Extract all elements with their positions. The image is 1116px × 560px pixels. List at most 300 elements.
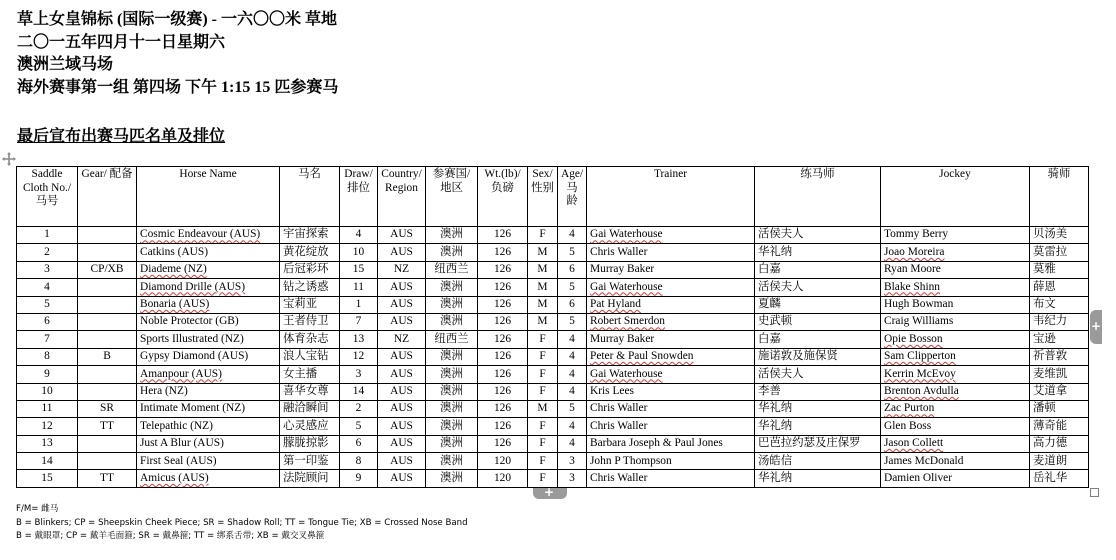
- sex-cell: [528, 279, 558, 296]
- weight: 126: [493, 315, 512, 328]
- horse-name-cell: [137, 418, 280, 435]
- saddle-cloth-no: 13: [41, 437, 53, 450]
- sex-cell: [528, 418, 558, 435]
- country-cell: [378, 261, 426, 278]
- horse-name-cn-cell: [280, 435, 340, 452]
- trainer: Chris Waller: [590, 245, 648, 258]
- saddle-cloth-no-cell: [17, 313, 78, 330]
- jockey-cn-cell: [1030, 383, 1089, 400]
- country: AUS: [390, 245, 413, 258]
- trainer-cell: [587, 383, 755, 400]
- sex: M: [537, 280, 548, 293]
- move-handle-icon[interactable]: [2, 152, 16, 166]
- saddle-cloth-no-cell: [17, 400, 78, 417]
- draw-cell: [340, 418, 378, 435]
- jockey-cn: 布文: [1033, 298, 1056, 310]
- horse-name-cell: [137, 313, 280, 330]
- draw-cell: [340, 296, 378, 313]
- jockey-cn: 麦维凯: [1033, 367, 1068, 380]
- jockey-cn-cell: [1030, 279, 1089, 296]
- horse-name-cn-cell: [280, 313, 340, 330]
- gear-cell: [78, 244, 137, 261]
- trainer-cn-cell: [755, 366, 881, 383]
- trainer-cell: [587, 470, 755, 487]
- horse-name-cn: 后冠彩环: [283, 263, 329, 276]
- jockey-cn-cell: [1030, 470, 1089, 487]
- country-cn-cell: [426, 244, 478, 261]
- jockey-cn: 麦道朗: [1033, 454, 1068, 467]
- horse-name-cell: [137, 296, 280, 313]
- gear-cell: [78, 453, 137, 470]
- country-cn: 纽西兰: [434, 332, 469, 345]
- col-age: Age/ 马龄: [558, 167, 587, 227]
- trainer-cell: [587, 244, 755, 261]
- draw: 2: [355, 402, 362, 415]
- jockey-cell: [881, 244, 1030, 261]
- jockey: Zac Purton: [884, 402, 935, 415]
- age: 6: [569, 263, 575, 276]
- jockey: Opie Bosson: [884, 332, 943, 345]
- horse-name-cn-cell: [280, 418, 340, 435]
- col-country-cn: 参赛国/ 地区: [426, 167, 478, 227]
- trainer-cn: 华礼纳: [758, 402, 793, 415]
- trainer-cn-cell: [755, 418, 881, 435]
- country: AUS: [390, 228, 413, 241]
- draw: 9: [355, 471, 362, 484]
- saddle-cloth-no: 11: [41, 402, 53, 415]
- trainer-cn: 施诺敦及施保贤: [758, 350, 838, 363]
- saddle-cloth-no-cell: [17, 435, 78, 452]
- sex: F: [539, 419, 546, 432]
- race-info: 海外赛事第一组 第四场 下午 1:15 15 匹参赛马: [17, 78, 339, 96]
- resize-grip-icon[interactable]: [1090, 488, 1099, 497]
- weight-cell: [478, 227, 528, 244]
- saddle-cloth-no-cell: [17, 244, 78, 261]
- trainer-cn-cell: [755, 348, 881, 365]
- saddle-cloth-no: 2: [44, 245, 50, 258]
- gear-cell: [78, 296, 137, 313]
- country-cn-cell: [426, 331, 478, 348]
- trainer-cn: 汤皓信: [758, 454, 793, 467]
- horse-name-cell: [137, 453, 280, 470]
- trainer-cn-cell: [755, 279, 881, 296]
- horse-name: Intimate Moment (NZ): [140, 402, 246, 415]
- country: AUS: [390, 298, 413, 310]
- country-cn: 澳洲: [440, 454, 463, 467]
- draw-cell: [340, 244, 378, 261]
- age: 4: [569, 384, 575, 397]
- country-cell: [378, 418, 426, 435]
- trainer-cn-cell: [755, 453, 881, 470]
- col-country: Country/ Region: [378, 167, 426, 227]
- gear-cell: [78, 470, 137, 487]
- trainer: Gai Waterhouse: [590, 367, 663, 380]
- draw: 14: [352, 384, 365, 397]
- horse-name-cell: [137, 348, 280, 365]
- horse-name-cn: 法院顾问: [283, 471, 329, 484]
- jockey-cell: [881, 366, 1030, 383]
- sex: M: [537, 263, 548, 276]
- gear-cell: [78, 366, 137, 383]
- sex: F: [539, 454, 546, 467]
- trainer-cn: 巴芭拉约瑟及庄保罗: [758, 437, 861, 450]
- table-row: [17, 244, 1089, 261]
- sex: F: [539, 384, 546, 397]
- horse-name: Telepathic (NZ): [140, 419, 213, 432]
- trainer-cn: 白嘉: [758, 332, 781, 345]
- age-cell: [558, 366, 587, 383]
- gear: B: [103, 350, 111, 363]
- jockey-cell: [881, 331, 1030, 348]
- jockey: Brenton Avdulla: [884, 384, 959, 397]
- gear: TT: [100, 419, 114, 432]
- col-horse-name-cn: 马名: [280, 167, 340, 227]
- horse-name-cell: [137, 331, 280, 348]
- race-date: 二〇一五年四月十一日星期六: [17, 33, 226, 51]
- draw-cell: [340, 348, 378, 365]
- draw: 15: [352, 263, 365, 276]
- weight: 120: [493, 471, 512, 484]
- gear-cell: [78, 400, 137, 417]
- saddle-cloth-no-cell: [17, 383, 78, 400]
- gear-cell: [78, 279, 137, 296]
- jockey-cell: [881, 313, 1030, 330]
- horse-name-cn: 宇宙探索: [283, 228, 329, 241]
- jockey-cell: [881, 383, 1030, 400]
- col-saddle-cloth: Saddle Cloth No./ 马号: [17, 167, 78, 227]
- gear-cell: [78, 313, 137, 330]
- trainer: Kris Lees: [590, 384, 634, 397]
- horse-name-cn: 钻之诱惑: [283, 280, 329, 293]
- country-cn-cell: [426, 418, 478, 435]
- gear-legend: [16, 503, 468, 544]
- trainer-cell: [587, 331, 755, 348]
- add-row-tab[interactable]: [533, 485, 567, 499]
- horse-name-cn-cell: [280, 383, 340, 400]
- country-cn-cell: [426, 366, 478, 383]
- horse-name-cell: [137, 279, 280, 296]
- age-cell: [558, 227, 587, 244]
- weight: 126: [493, 367, 512, 380]
- table-row: [17, 296, 1089, 313]
- saddle-cloth-no: 4: [44, 280, 50, 293]
- weight-cell: [478, 453, 528, 470]
- saddle-cloth-no-cell: [17, 296, 78, 313]
- weight-cell: [478, 435, 528, 452]
- trainer-cn-cell: [755, 470, 881, 487]
- trainer-cn-cell: [755, 244, 881, 261]
- saddle-cloth-no-cell: [17, 366, 78, 383]
- saddle-cloth-no: 7: [44, 332, 50, 345]
- country: AUS: [390, 454, 413, 467]
- jockey: Kerrin McEvoy: [884, 367, 956, 380]
- weight: 126: [493, 280, 512, 293]
- age: 4: [569, 367, 575, 380]
- table-row: [17, 435, 1089, 452]
- jockey-cn-cell: [1030, 331, 1089, 348]
- gear-cell: [78, 435, 137, 452]
- country-cn: 澳洲: [440, 228, 463, 241]
- gear: CP/XB: [90, 263, 124, 276]
- sex: F: [539, 350, 546, 363]
- col-sex: Sex/ 性别: [528, 167, 558, 227]
- country-cn: 澳洲: [440, 298, 463, 310]
- country-cn: 澳洲: [440, 402, 463, 415]
- horse-name: Hera (NZ): [140, 384, 188, 397]
- horse-name: Noble Protector (GB): [140, 315, 239, 328]
- table-row: [17, 313, 1089, 330]
- trainer-cell: [587, 400, 755, 417]
- sex-cell: [528, 453, 558, 470]
- gear: TT: [100, 471, 114, 484]
- trainer: Robert Smerdon: [590, 315, 665, 328]
- sex-cell: [528, 348, 558, 365]
- draw: 10: [352, 245, 365, 258]
- horse-name: First Seal (AUS): [140, 454, 217, 467]
- jockey-cell: [881, 279, 1030, 296]
- horse-name-cn-cell: [280, 296, 340, 313]
- jockey-cell: [881, 348, 1030, 365]
- country-cn: 澳洲: [440, 437, 463, 450]
- jockey-cn-cell: [1030, 296, 1089, 313]
- country-cn: 澳洲: [440, 315, 463, 328]
- trainer-cn: 活侯夫人: [758, 280, 804, 293]
- sex: F: [539, 471, 546, 484]
- table-row: [17, 348, 1089, 365]
- trainer-cn-cell: [755, 435, 881, 452]
- country-cn: 纽西兰: [434, 263, 469, 276]
- jockey-cn: 韦纪力: [1033, 315, 1068, 328]
- horse-name: Gypsy Diamond (AUS): [140, 350, 249, 363]
- table-row: [17, 400, 1089, 417]
- draw-cell: [340, 331, 378, 348]
- horse-name-cn-cell: [280, 244, 340, 261]
- country-cn: 澳洲: [440, 384, 463, 397]
- draw-cell: [340, 470, 378, 487]
- country-cell: [378, 348, 426, 365]
- horse-name: Diamond Drille (AUS): [140, 280, 246, 293]
- trainer-cn-cell: [755, 383, 881, 400]
- horse-name-cell: [137, 470, 280, 487]
- country-cell: [378, 400, 426, 417]
- jockey-cell: [881, 435, 1030, 452]
- horse-name-cn: 王者侍卫: [283, 315, 329, 328]
- jockey-cn-cell: [1030, 348, 1089, 365]
- jockey-cell: [881, 261, 1030, 278]
- saddle-cloth-no-cell: [17, 331, 78, 348]
- jockey-cn: 艾道拿: [1033, 384, 1068, 397]
- country-cn-cell: [426, 313, 478, 330]
- horse-name-cn: 体育杂志: [283, 332, 329, 345]
- horse-name-cn: 心灵感应: [283, 419, 329, 432]
- country: NZ: [393, 332, 410, 345]
- country-cn: 澳洲: [440, 471, 463, 484]
- horse-name-cell: [137, 366, 280, 383]
- country-cn-cell: [426, 296, 478, 313]
- trainer-cn: 华礼纳: [758, 471, 793, 484]
- weight-cell: [478, 296, 528, 313]
- trainer-cn: 活侯夫人: [758, 228, 804, 241]
- trainer-cell: [587, 279, 755, 296]
- country-cn-cell: [426, 279, 478, 296]
- sex-cell: [528, 366, 558, 383]
- trainer-cell: [587, 227, 755, 244]
- jockey-cn-cell: [1030, 435, 1089, 452]
- jockey-cn: 宝逊: [1033, 332, 1056, 345]
- country: AUS: [390, 367, 413, 380]
- country: AUS: [390, 315, 413, 328]
- country-cn-cell: [426, 400, 478, 417]
- racecourse: 澳洲兰域马场: [17, 56, 114, 73]
- gear-cell: [78, 227, 137, 244]
- trainer: John P Thompson: [590, 454, 672, 467]
- sex-cell: [528, 244, 558, 261]
- age: 5: [569, 245, 575, 258]
- trainer: Murray Baker: [590, 263, 655, 276]
- saddle-cloth-no-cell: [17, 418, 78, 435]
- table-row: [17, 418, 1089, 435]
- final-declarations-heading: 最后宣布出赛马匹名单及排位: [17, 128, 226, 145]
- horse-name-cn-cell: [280, 453, 340, 470]
- country-cell: [378, 331, 426, 348]
- horse-name-cn: 女主播: [283, 367, 318, 380]
- jockey-cn-cell: [1030, 418, 1089, 435]
- age: 3: [569, 454, 575, 467]
- country: AUS: [390, 437, 413, 450]
- country-cell: [378, 279, 426, 296]
- trainer-cell: [587, 261, 755, 278]
- jockey: James McDonald: [884, 454, 964, 467]
- jockey-cn-cell: [1030, 453, 1089, 470]
- horse-name-cn: 喜华女尊: [283, 384, 329, 397]
- add-column-tab[interactable]: [1090, 310, 1102, 344]
- trainer-cn: 白嘉: [758, 263, 781, 276]
- weight: 126: [493, 437, 512, 450]
- trainer-cn-cell: [755, 261, 881, 278]
- jockey-cell: [881, 453, 1030, 470]
- saddle-cloth-no: 8: [44, 350, 50, 363]
- country-cn: 澳洲: [440, 350, 463, 363]
- country-cn-cell: [426, 227, 478, 244]
- age-cell: [558, 261, 587, 278]
- trainer-cn: 李善: [758, 384, 781, 397]
- jockey-cell: [881, 227, 1030, 244]
- race-title: 草上女皇锦标 (国际一级赛) - 一六〇〇米 草地: [17, 11, 337, 28]
- weight: 126: [493, 332, 512, 345]
- draw-cell: [340, 400, 378, 417]
- trainer-cell: [587, 453, 755, 470]
- age: 4: [569, 228, 575, 241]
- country: AUS: [390, 384, 413, 397]
- col-jockey: Jockey: [881, 167, 1030, 227]
- country-cn-cell: [426, 435, 478, 452]
- weight-cell: [478, 400, 528, 417]
- age-cell: [558, 435, 587, 452]
- horse-name: Bonaria (AUS): [140, 298, 210, 310]
- jockey: Hugh Bowman: [884, 298, 954, 310]
- age-cell: [558, 313, 587, 330]
- weight: 126: [493, 402, 512, 415]
- horse-name: Catkins (AUS): [140, 245, 209, 258]
- horse-name-cell: [137, 227, 280, 244]
- age-cell: [558, 348, 587, 365]
- age: 5: [569, 280, 575, 293]
- jockey: Blake Shinn: [884, 280, 941, 293]
- col-trainer-cn: 练马师: [755, 167, 881, 227]
- jockey-cn: 薛恩: [1033, 280, 1056, 293]
- trainer-cn-cell: [755, 400, 881, 417]
- horse-name: Sports Illustrated (NZ): [140, 332, 244, 345]
- trainer-cn: 夏麟: [758, 298, 781, 310]
- table-row: [17, 331, 1089, 348]
- age-cell: [558, 453, 587, 470]
- age-cell: [558, 383, 587, 400]
- document-header: [17, 9, 338, 99]
- country: AUS: [390, 280, 413, 293]
- draw-cell: [340, 261, 378, 278]
- country-cn-cell: [426, 453, 478, 470]
- col-trainer: Trainer: [587, 167, 755, 227]
- saddle-cloth-no: 6: [44, 315, 50, 328]
- country-cell: [378, 244, 426, 261]
- jockey-cn-cell: [1030, 400, 1089, 417]
- draw: 3: [355, 367, 362, 380]
- country-cn: 澳洲: [440, 245, 463, 258]
- weight: 126: [493, 384, 512, 397]
- draw: 12: [352, 350, 365, 363]
- horse-name-cn: 朦胧掠影: [283, 437, 329, 450]
- draw-cell: [340, 366, 378, 383]
- age: 4: [569, 419, 575, 432]
- country: AUS: [390, 471, 413, 484]
- country-cell: [378, 383, 426, 400]
- country-cell: [378, 453, 426, 470]
- saddle-cloth-no: 10: [41, 384, 53, 397]
- trainer: Chris Waller: [590, 419, 648, 432]
- draw-cell: [340, 383, 378, 400]
- horse-name-cell: [137, 261, 280, 278]
- saddle-cloth-no-cell: [17, 261, 78, 278]
- jockey-cn: 薄奇能: [1033, 419, 1068, 432]
- trainer: Peter & Paul Snowden: [590, 350, 694, 363]
- race-card-table: [16, 166, 1089, 488]
- weight: 126: [493, 419, 512, 432]
- gear-cell: [78, 261, 137, 278]
- trainer-cell: [587, 418, 755, 435]
- saddle-cloth-no: 14: [41, 454, 53, 467]
- gear: SR: [100, 402, 114, 415]
- saddle-cloth-no: 9: [44, 367, 50, 380]
- jockey: Jason Collett: [884, 437, 944, 450]
- trainer-cn: 华礼纳: [758, 245, 793, 258]
- saddle-cloth-no-cell: [17, 453, 78, 470]
- jockey-cell: [881, 470, 1030, 487]
- draw: 1: [355, 298, 362, 310]
- country-cell: [378, 435, 426, 452]
- jockey-cn: 莫雷拉: [1033, 245, 1068, 258]
- horse-name-cn: 第一印鉴: [283, 454, 329, 467]
- age-cell: [558, 400, 587, 417]
- sex-cell: [528, 400, 558, 417]
- horse-name-cn-cell: [280, 227, 340, 244]
- horse-name-cn-cell: [280, 470, 340, 487]
- country-cn: 澳洲: [440, 419, 463, 432]
- draw: 6: [355, 437, 362, 450]
- legend-sex-note: F/M= 雌马: [16, 504, 59, 514]
- trainer-cn: 华礼纳: [758, 419, 793, 432]
- age: 6: [569, 298, 575, 310]
- draw-cell: [340, 453, 378, 470]
